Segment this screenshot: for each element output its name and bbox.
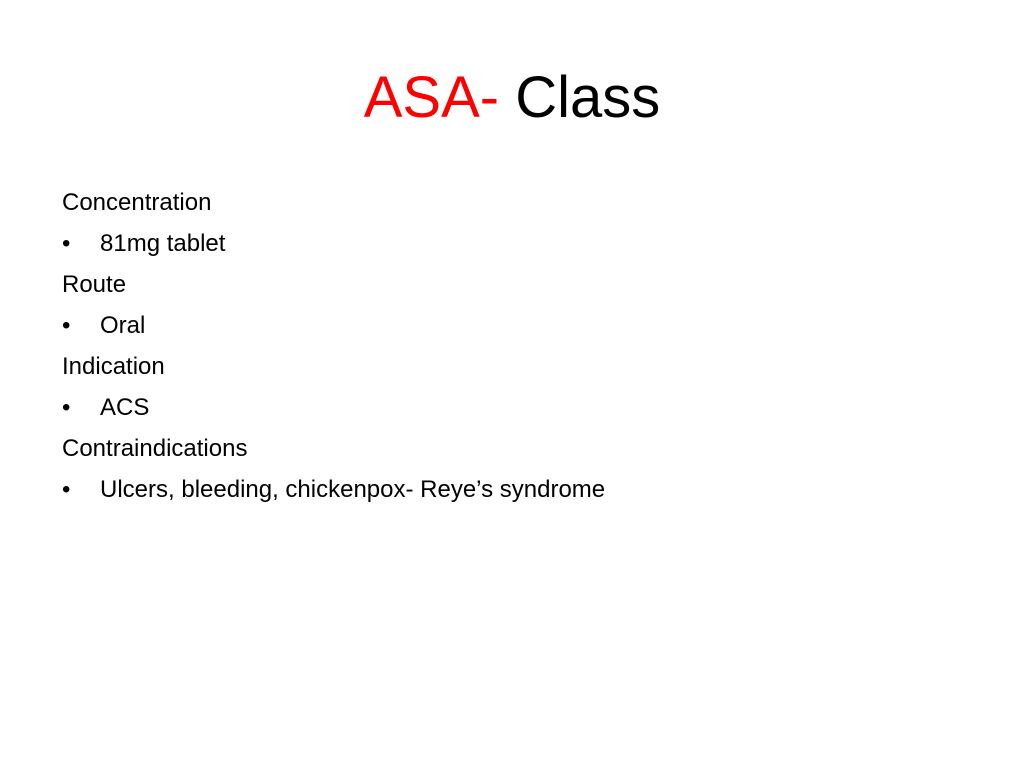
bullet-item <box>62 223 962 264</box>
section-heading: Contraindications <box>62 435 248 462</box>
bullet-item <box>62 469 962 510</box>
bullet-item <box>62 387 962 428</box>
title-accent: ASA- <box>363 65 500 130</box>
bullet-text: Oral <box>100 312 146 339</box>
title-main: Class <box>515 65 661 130</box>
section-heading: Route <box>62 271 127 298</box>
bullet-glyph: • <box>62 230 71 257</box>
bullet-item <box>62 305 962 346</box>
bullet-text: ACS <box>100 394 150 421</box>
bullet-text: 81mg tablet <box>100 230 226 257</box>
bullet-glyph: • <box>62 394 71 421</box>
bullet-glyph: • <box>62 312 71 339</box>
section-heading: Concentration <box>62 189 212 216</box>
section-heading: Indication <box>62 353 165 380</box>
bullet-glyph: • <box>62 476 71 503</box>
bullet-text: Ulcers, bleeding, chickenpox- Reye’s syndrome <box>100 476 606 503</box>
slide-title <box>0 62 1024 134</box>
slide-body <box>62 182 962 510</box>
